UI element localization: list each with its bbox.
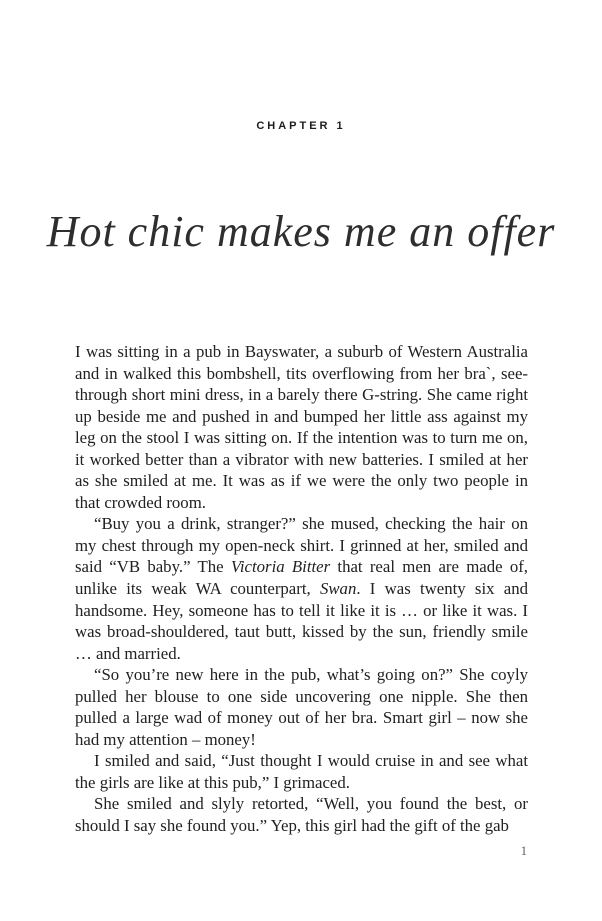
chapter-label: CHAPTER 1 <box>256 120 346 132</box>
body-paragraph <box>75 793 528 836</box>
text-run: I smiled and said, “Just thought I would cruise in and see what the girls are like at this pub,” I grimaced. <box>75 751 528 792</box>
chapter-title: Hot chic makes me an offer <box>46 207 556 256</box>
text-run-italic: Victoria Bitter <box>230 557 331 577</box>
body-paragraph <box>75 750 528 793</box>
text-run: that real men are made of, unlike its weak WA counterpart, <box>75 557 528 599</box>
text-run: “Buy you a drink, stranger?” she mused, checking the hair on my chest through my open-neck shirt. I grinned at her, smiled and said “VB baby.” The <box>75 514 528 577</box>
page-number: 1 <box>520 844 527 858</box>
text-run-italic: Swan <box>319 579 357 599</box>
text-run: I was sitting in a pub in Bayswater, a suburb of Western Australia and in walked this bombshell, tits overflowing from her bra`, see-through short mini dress, in a barely there G-string. She came right up beside me and pushed in and bumped her little ass against my leg on the stool I was sitting on. If the intention was to turn me on, it worked better than a vibrator with new batteries. I smiled at her as she smiled at me. It was as if we were the only two people in that crowded room. <box>75 342 528 512</box>
body-paragraph <box>75 341 528 513</box>
text-run: “So you’re new here in the pub, what’s going on?” She coyly pulled her blouse to one side uncovering one nipple. She then pulled a large wad of money out of her bra. Smart girl – now she had my attention – money! <box>75 665 528 749</box>
body-text-block <box>75 341 528 837</box>
body-paragraph <box>75 513 528 664</box>
text-run: . I was twenty six and handsome. Hey, someone has to tell it like it is … or like it was. I was broad-shouldered, taut butt, kissed by the sun, friendly smile … and married. <box>75 579 528 663</box>
text-run: She smiled and slyly retorted, “Well, you found the best, or should I say she found you.” Yep, this girl had the gift of the gab <box>75 794 528 836</box>
body-paragraph <box>75 664 528 750</box>
